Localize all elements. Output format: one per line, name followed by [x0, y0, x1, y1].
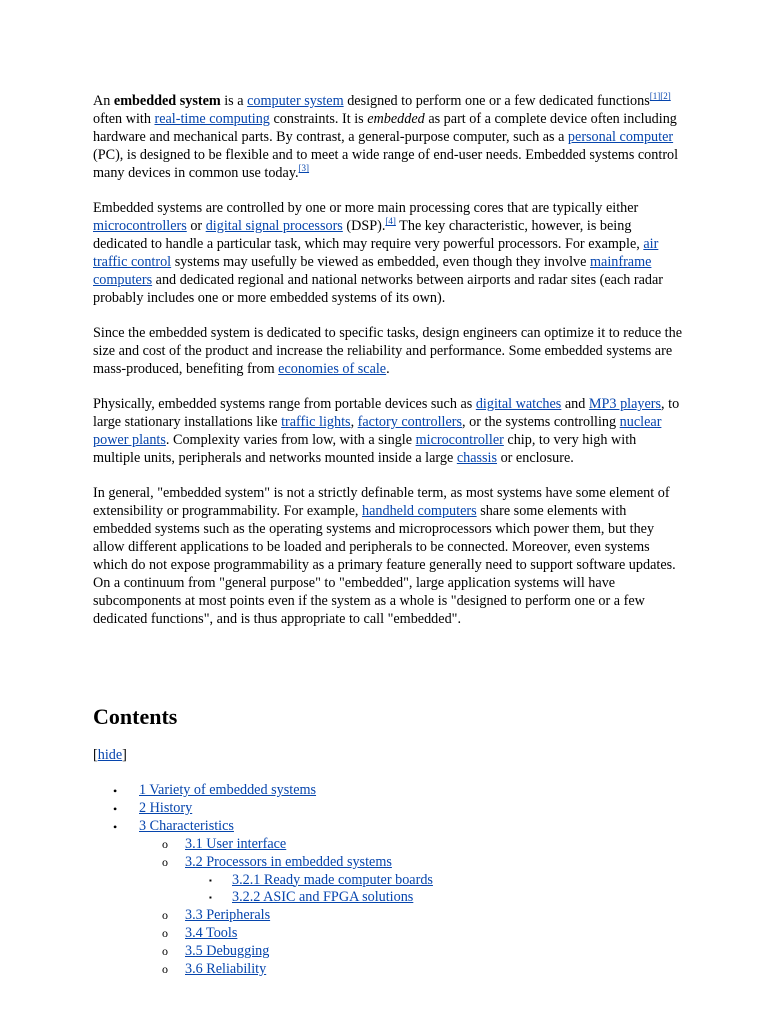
toc-link-reliability[interactable]: 3.6 Reliability — [185, 961, 267, 978]
toc-link-processors[interactable]: 3.2 Processors in embedded systems — [185, 853, 392, 870]
toc-item — [93, 925, 433, 943]
toc-link-peripherals[interactable]: 3.3 Peripherals — [185, 907, 271, 924]
text: An — [93, 93, 114, 109]
text: chip, to very high with multiple units, peripherals and networks mounted inside a large — [93, 432, 637, 466]
toc-link-asic-fpga[interactable]: 3.2.2 ASIC and FPGA solutions — [232, 889, 414, 906]
link-economies-of-scale[interactable]: economies of scale — [278, 361, 387, 377]
bracket: ] — [122, 747, 127, 763]
link-mainframe-computers[interactable]: mainframe computers — [93, 254, 652, 288]
text: designed to perform one or a few dedicated functions — [343, 93, 650, 109]
link-personal-computer[interactable]: personal computer — [567, 129, 674, 145]
article-body — [93, 91, 683, 978]
link-handheld-computers[interactable]: handheld computers — [361, 503, 477, 519]
table-of-contents — [93, 782, 433, 979]
text: Physically, embedded systems range from portable devices such as — [93, 396, 476, 412]
toc-item — [93, 943, 433, 961]
paragraph-intro — [93, 92, 683, 182]
square-bullet-icon: ▪ — [209, 875, 212, 885]
text: share some elements with embedded systems such as the operating systems and microprocessors which power them, but they allow different applications to be loaded and peripherals to be connected. Moreover, even systems which do not expose programmability as a primary feature generally need to support software updates. On a continuum from "general purpose" to "embedded", large application systems will have subcomponents at most points even if the system as a whole is "designed to perform one or a few dedicated functions", and is thus appropriate to call "embedded". — [93, 503, 676, 627]
toc-item — [93, 854, 433, 872]
text: . — [386, 361, 390, 377]
paragraph-definition — [93, 484, 683, 628]
bold-term: embedded system — [113, 93, 221, 109]
bullet-icon: • — [113, 801, 118, 816]
circle-bullet-icon: o — [162, 962, 168, 977]
toc-toggle — [93, 746, 127, 764]
toc-link-history[interactable]: 2 History — [139, 799, 193, 816]
text: (DSP). — [342, 218, 386, 234]
circle-bullet-icon: o — [162, 854, 168, 869]
text: , — [350, 414, 358, 430]
text: , or the systems controlling — [462, 414, 620, 430]
toc-link-user-interface[interactable]: 3.1 User interface — [185, 835, 287, 852]
link-nuclear-power-plants[interactable]: nuclear power plants — [93, 414, 662, 448]
paragraph-optimization — [93, 324, 683, 378]
toc-link-debugging[interactable]: 3.5 Debugging — [185, 943, 270, 960]
text: or — [186, 218, 206, 234]
circle-bullet-icon: o — [162, 926, 168, 941]
toc-item — [93, 889, 433, 907]
text: . Complexity varies from low, with a single — [165, 432, 416, 448]
bracket: [ — [93, 747, 98, 763]
text: , to large stationary installations like — [93, 396, 680, 430]
citation-link[interactable]: [4] — [385, 216, 396, 226]
text: Embedded systems are controlled by one or more main processing cores that are typically either — [93, 200, 639, 216]
bullet-icon: • — [113, 784, 118, 798]
link-microcontrollers[interactable]: microcontrollers — [93, 218, 187, 234]
toc-link-variety[interactable]: 1 Variety of embedded systems — [139, 782, 317, 798]
paragraph-processors — [93, 199, 683, 307]
toc-link-characteristics[interactable]: 3 Characteristics — [139, 817, 234, 834]
toc-item — [93, 961, 433, 979]
hide-toc-link[interactable]: hide — [97, 747, 123, 763]
toc-item — [93, 818, 433, 836]
toc-item — [93, 836, 433, 854]
citation-link[interactable]: [3] — [298, 163, 310, 173]
link-digital-signal-processors[interactable]: digital signal processors — [205, 218, 343, 234]
text: Since the embedded system is dedicated to specific tasks, design engineers can optimize it to reduce the size and cost of the product and increase the reliability and performance. Some embedded systems are mass-produced, benefiting from — [93, 325, 682, 377]
text: The key characteristic, however, is being dedicated to handle a particular task, which may require very powerful processors. For example, — [93, 218, 644, 252]
text: often with — [93, 111, 155, 127]
circle-bullet-icon: o — [162, 908, 168, 923]
text: systems may usefully be viewed as embedded, even though they involve — [171, 254, 590, 270]
text: is a — [220, 93, 248, 109]
link-computer-system[interactable]: computer system — [247, 93, 344, 109]
paragraph-physical-range — [93, 395, 683, 467]
circle-bullet-icon: o — [162, 944, 168, 959]
link-real-time-computing[interactable]: real-time computing — [154, 111, 270, 127]
square-bullet-icon: ▪ — [209, 893, 212, 903]
bullet-icon: • — [113, 819, 118, 834]
text: In general, "embedded system" is not a strictly definable term, as most systems have some element of extensibility or programmability. For example, — [93, 485, 670, 519]
link-factory-controllers[interactable]: factory controllers — [357, 414, 463, 430]
link-traffic-lights[interactable]: traffic lights — [281, 414, 351, 430]
text: constraints. It is — [269, 111, 368, 127]
text: as part of a complete device often including hardware and mechanical parts. By contrast, a general-purpose computer, such as a — [93, 111, 677, 145]
toc-item — [93, 782, 433, 800]
toc-link-tools[interactable]: 3.4 Tools — [185, 925, 238, 942]
toc-item — [93, 872, 433, 890]
text: or enclosure. — [497, 450, 574, 466]
link-microcontroller[interactable]: microcontroller — [415, 432, 504, 448]
circle-bullet-icon: o — [162, 836, 168, 851]
link-mp3-players[interactable]: MP3 players — [588, 396, 662, 412]
link-chassis[interactable]: chassis — [456, 450, 498, 466]
text: and dedicated regional and national networks between airports and radar sites (each radar probably includes one or more embedded systems of its own). — [93, 272, 664, 306]
toc-item — [93, 907, 433, 925]
contents-heading: Contents — [93, 704, 178, 729]
link-air-traffic-control[interactable]: air traffic control — [93, 236, 659, 270]
citation-link[interactable]: [1][2] — [649, 91, 671, 101]
text: and — [561, 396, 589, 412]
toc-item — [93, 800, 433, 818]
toc-link-ready-made-boards[interactable]: 3.2.1 Ready made computer boards — [232, 871, 433, 888]
italic-term: embedded — [367, 111, 425, 127]
text: (PC), is designed to be flexible and to meet a wide range of end-user needs. Embedded systems control many devices in common use today. — [93, 147, 679, 181]
link-digital-watches[interactable]: digital watches — [475, 396, 562, 412]
